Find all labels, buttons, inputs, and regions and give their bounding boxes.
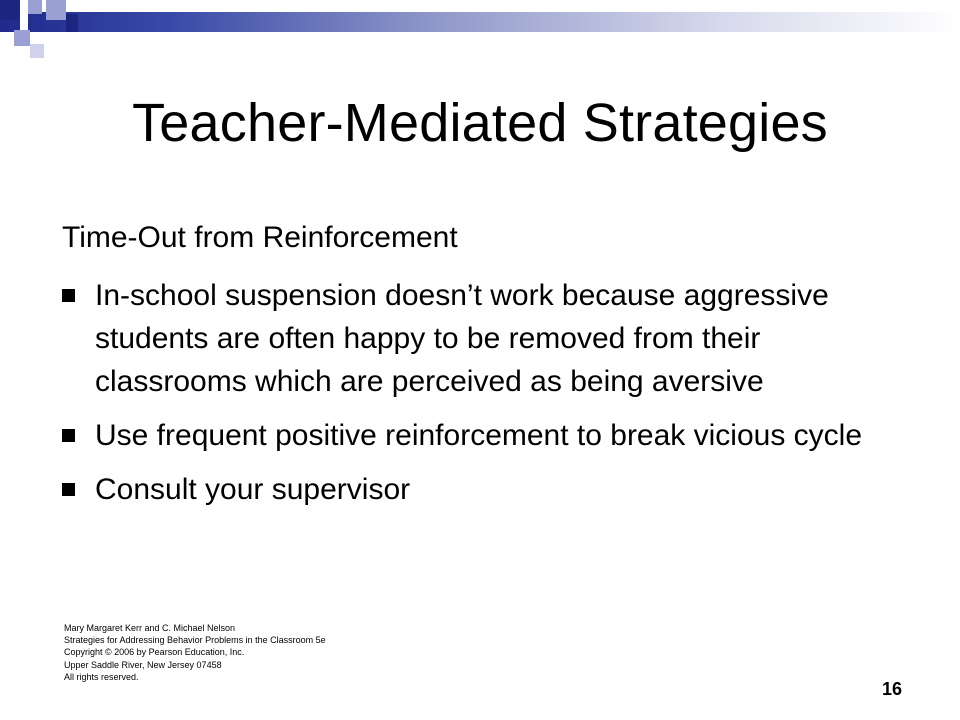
credit-line: Copyright © 2006 by Pearson Education, Inc.: [64, 647, 245, 658]
section-subheading: Time-Out from Reinforcement: [62, 221, 458, 254]
bullet-list: [62, 274, 882, 522]
bullet-text: Use frequent positive reinforcement to break vicious cycle: [95, 419, 863, 452]
bullet-item: [62, 468, 882, 511]
square-bullet-icon: [62, 429, 75, 442]
credit-line: Mary Margaret Kerr and C. Michael Nelson: [64, 623, 236, 633]
page-number: 16: [881, 679, 902, 699]
square-bullet-icon: [62, 483, 75, 496]
slide-title: Teacher-Mediated Strategies: [132, 93, 828, 153]
copyright-credit: [64, 622, 326, 683]
credit-line: Strategies for Addressing Behavior Problems in the Classroom 5e: [64, 635, 326, 646]
credit-line: All rights reserved.: [64, 671, 139, 682]
bullet-text: In-school suspension doesn’t work because aggressive students are often happy to be removed from their classrooms which are perceived as being aversive: [95, 279, 829, 398]
bullet-item: [62, 274, 882, 403]
bullet-item: [62, 414, 882, 457]
square-bullet-icon: [62, 289, 75, 302]
bullet-text: Consult your supervisor: [95, 473, 411, 506]
credit-line: Upper Saddle River, New Jersey 07458: [64, 659, 222, 670]
header-gradient-band: [0, 12, 960, 32]
